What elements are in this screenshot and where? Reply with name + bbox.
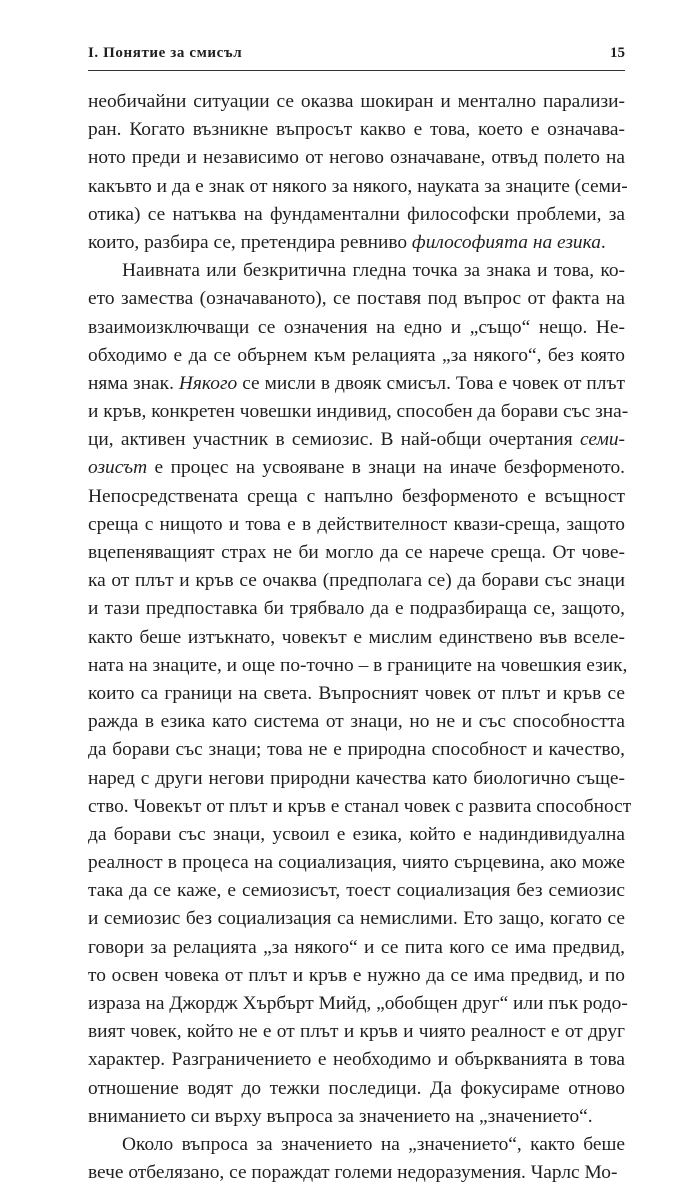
line-text: вниманието си върху въпроса за значението на „значението“. (88, 1105, 593, 1127)
line-text: ци, активен участник в семиозис. В най-общи очертания (88, 429, 580, 451)
text-line (88, 314, 625, 342)
page-number: 15 (610, 45, 625, 61)
line-text: характер. Разграничението е необходимо и объркванията в това (88, 1049, 625, 1071)
text-line (88, 905, 625, 933)
line-text: вече отбелязано, се пораждат големи недоразумения. Чарлс Мо- (88, 1162, 618, 1184)
text-line (88, 1131, 625, 1159)
line-text: да борави със знаци, усвоил е езика, който е надиндивидуална (88, 823, 625, 845)
line-text: обходимо е да се обърнем към релацията „за някого“, без която (88, 344, 625, 366)
line-text: вцепеняващият страх не би могло да се нарече среща. От чове- (88, 542, 625, 563)
text-line (88, 765, 625, 793)
line-text: и тази предпоставка би трябвало да е подразбираща се, защото, (88, 598, 625, 620)
line-text: какъвто и да е знак от някого за някого, науката за знаците (семи- (88, 175, 628, 197)
text-line (88, 483, 625, 511)
text-line (88, 342, 625, 370)
line-text: ство. Човекът от плът и кръв е станал човек с развита способност (88, 795, 632, 817)
line-text: както беше изтъкнато, човекът е мислим единствено във вселе- (88, 626, 625, 648)
line-text-after: . (600, 231, 606, 253)
line-text: отношение водят до тежки последици. Да фокусираме отново (88, 1077, 625, 1099)
line-text: и кръв, конкретен човешки индивид, способен да борави със зна- (88, 401, 629, 423)
line-text: отика) се натъква на фундаментални философски проблеми, за (88, 203, 625, 225)
line-text: взаимоизключващи се означения на едно и „също“ нещо. Не- (88, 316, 625, 338)
line-text: наред с други негови природни качества като биологично съще- (88, 767, 625, 789)
italic-term: Някого (178, 372, 238, 394)
line-text: които са граници на света. Въпросният човек от плът и кръв се (88, 682, 625, 704)
text-line (88, 454, 625, 482)
line-text: ражда в езика като система от знаци, но не и със способността (88, 711, 625, 733)
line-text: Непосредствената среща с напълно безформеното е всъщност (88, 485, 625, 507)
text-line (88, 736, 625, 764)
line-text: Около въпроса за значението на „значението“, както беше (122, 1133, 625, 1155)
line-text-after: е процес на усвояване в знаци на иначе безформеното. (147, 457, 625, 479)
text-line (88, 990, 628, 1018)
line-text: вият човек, който не е от плът и кръв и чиято реалност е от друг (88, 1021, 625, 1043)
line-text: говори за релацията „за някого“ и се пита кого се има предвид, (88, 936, 625, 958)
text-line (88, 511, 625, 539)
line-text: ето замества (означаваното), се поставя под въпрос от факта на (88, 288, 625, 310)
line-text: Наивната или безкритична гледна точка за знака и това, ко- (122, 260, 625, 282)
text-line (88, 708, 625, 736)
line-text: необичайни ситуации се оказва шокиран и ментално парализи- (88, 91, 625, 112)
text-line (88, 229, 625, 257)
text-line (88, 849, 625, 877)
italic-term: философията на езика (411, 231, 601, 253)
text-line (88, 877, 625, 905)
text-line (88, 201, 625, 229)
text-line (88, 285, 625, 313)
line-text: така да се каже, е семиозисът, тоест социализация без семиозис (88, 880, 625, 902)
text-line (88, 1159, 625, 1187)
line-text-after: се мисли в двояк смисъл. Това е човек от плът (237, 372, 625, 394)
text-line (88, 1075, 625, 1103)
line-text: ното преди и независимо от негово означаване, отвъд полето на (88, 147, 625, 169)
line-text: ната на знаците, и още по-точно – в границите на човешкия език, (88, 654, 628, 676)
page-header (88, 44, 625, 71)
text-line (88, 173, 628, 201)
running-title: I. Понятие за смисъл (88, 45, 243, 61)
text-line (88, 1018, 625, 1046)
text-line (88, 624, 625, 652)
line-text: то освен човека от плът и кръв е нужно да се има предвид, и по (88, 964, 625, 986)
body-text (88, 88, 632, 1187)
text-line (88, 398, 629, 426)
line-text: реалност в процеса на социализация, чиято сърцевина, ако може (88, 852, 625, 874)
text-line (88, 426, 625, 454)
text-line (88, 962, 625, 990)
italic-term: семи- (579, 429, 625, 451)
text-line (88, 680, 625, 708)
text-line (88, 144, 625, 172)
line-text: среща с нищото и това е в действителност квази-среща, защото (88, 513, 625, 535)
line-text: които, разбира се, претендира ревниво (88, 231, 412, 253)
text-line (88, 257, 625, 285)
text-line (88, 567, 625, 595)
text-line (88, 821, 625, 849)
line-text: да борави със знаци; това не е природна способност и качество, (88, 739, 625, 761)
line-text: няма знак. (88, 372, 179, 394)
text-line (88, 595, 625, 623)
text-line (88, 539, 625, 567)
text-line (88, 652, 628, 680)
text-line (88, 370, 625, 398)
text-line (88, 1046, 625, 1074)
line-text: ран. Когато възникне въпросът какво е това, което е означава- (88, 119, 625, 141)
text-line (88, 116, 625, 144)
text-line (88, 88, 625, 116)
text-line (88, 793, 632, 821)
italic-term: озисът (88, 457, 148, 479)
line-text: и семиозис без социализация са немислими. Ето защо, когато се (88, 908, 625, 930)
text-line (88, 934, 625, 962)
text-line (88, 1103, 625, 1131)
line-text: израза на Джордж Хърбърт Мийд, „обобщен друг“ или пък родо- (88, 993, 628, 1014)
line-text: ка от плът и кръв се очаква (предполага се) да борави със знаци (88, 570, 625, 592)
